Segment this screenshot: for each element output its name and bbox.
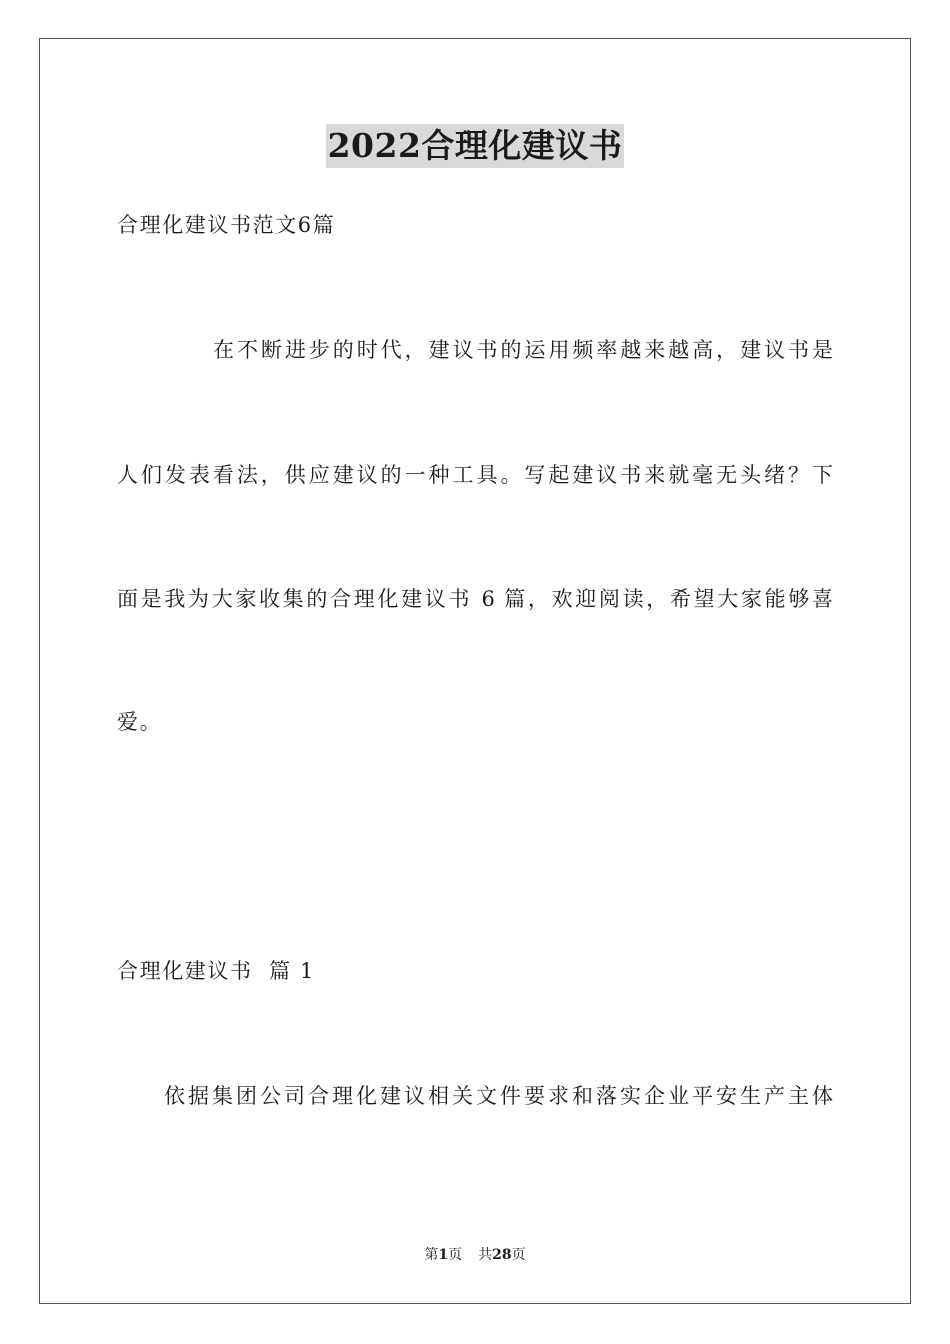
footer-total-suffix: 页 (511, 1247, 526, 1263)
footer-page-prefix: 第 (424, 1247, 439, 1263)
section-line-1: 依据集团公司合理化建议相关文件要求和落实企业平安生产主体 (164, 1084, 833, 1108)
intro-line-1: 在不断进步的时代，建议书的运用频率越来越高，建议书是 (213, 338, 833, 362)
page-footer (0, 1246, 950, 1264)
document-title: 2022合理化建议书 (326, 124, 625, 168)
intro-line-3: 面是我为大家收集的合理化建议书 6 篇，欢迎阅读，希望大家能够喜 (117, 587, 833, 611)
intro-line-2: 人们发表看法，供应建议的一种工具。写起建议书来就毫无头绪？下 (117, 463, 833, 487)
footer-total-prefix: 共 (478, 1247, 493, 1263)
footer-page-suffix: 页 (448, 1247, 463, 1263)
footer-total-pages: 28 (492, 1247, 512, 1263)
section-heading: 合理化建议书 篇 1 (117, 959, 315, 983)
footer-page-number: 1 (438, 1247, 449, 1263)
intro-line-4: 爱。 (117, 710, 163, 734)
document-subtitle: 合理化建议书范文6篇 (117, 213, 336, 237)
title-container (0, 124, 950, 168)
